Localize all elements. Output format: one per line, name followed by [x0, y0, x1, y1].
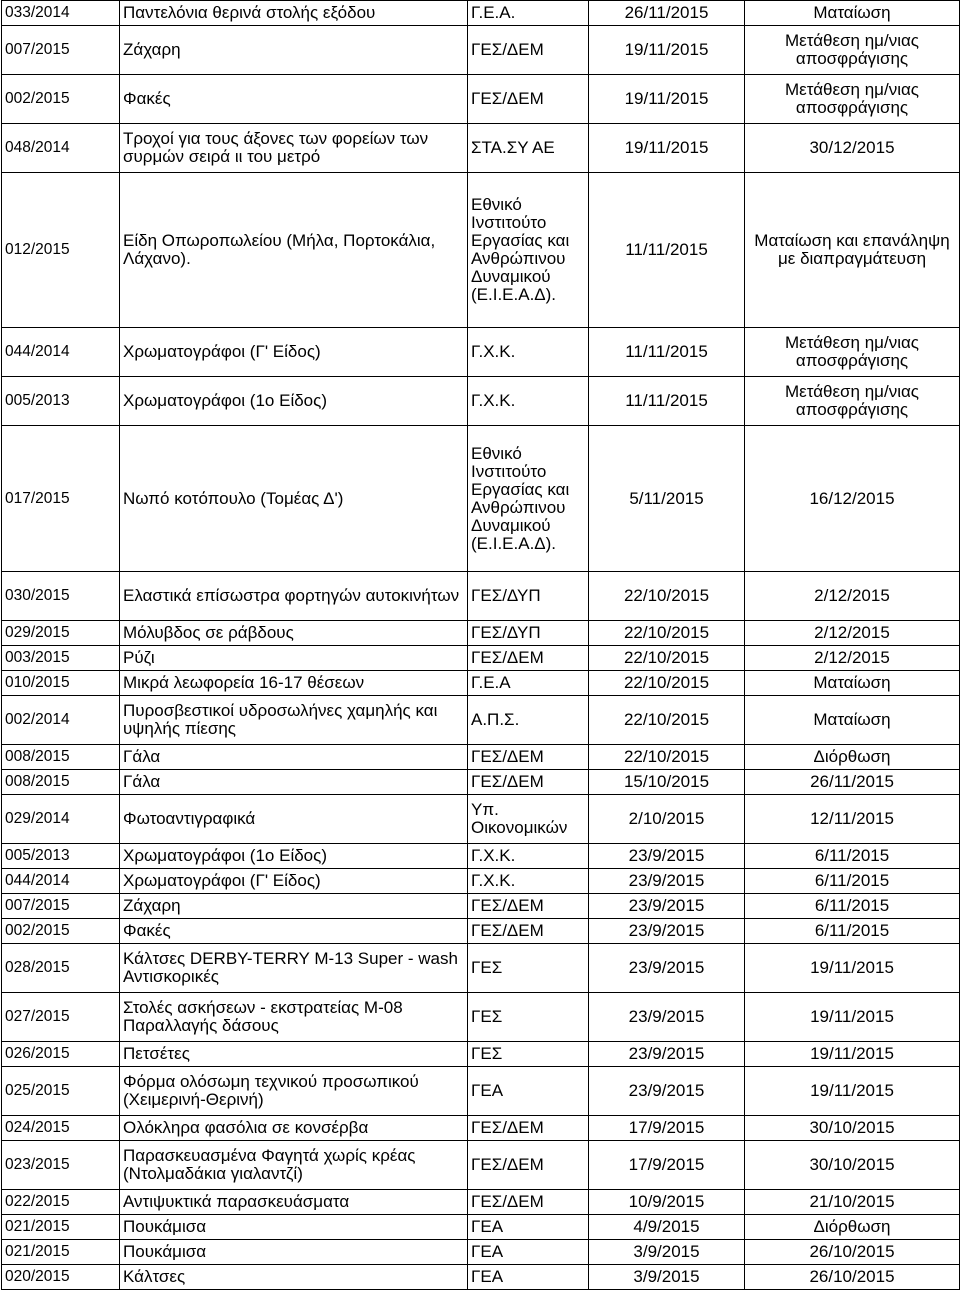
status: Μετάθεση ημ/νιας αποσφράγισης — [745, 75, 960, 124]
item-description: Χρωματογράφοι (1ο Είδος) — [120, 844, 468, 869]
table-row — [2, 621, 960, 646]
table-row — [2, 894, 960, 919]
date: 15/10/2015 — [589, 770, 745, 795]
date: 5/11/2015 — [589, 426, 745, 572]
tender-number: 022/2015 — [2, 1190, 120, 1215]
date: 22/10/2015 — [589, 745, 745, 770]
authority: Υπ. Οικονομικών — [468, 795, 589, 844]
table-row — [2, 1265, 960, 1290]
date: 23/9/2015 — [589, 944, 745, 993]
authority: ΓΕΣ/ΔΕΜ — [468, 75, 589, 124]
tender-number: 023/2015 — [2, 1141, 120, 1190]
tender-number: 033/2014 — [2, 1, 120, 26]
tender-number: 028/2015 — [2, 944, 120, 993]
table-row — [2, 1116, 960, 1141]
authority: Γ.Ε.Α. — [468, 1, 589, 26]
item-description: Τροχοί για τους άξονες των φορείων των συρμών σειρά ιι του μετρό — [120, 124, 468, 173]
table-row — [2, 572, 960, 621]
table-row — [2, 124, 960, 173]
authority: ΓΕΣ/ΔΕΜ — [468, 646, 589, 671]
item-description: Νωπό κοτόπουλο (Τομέας Δ') — [120, 426, 468, 572]
tender-number: 026/2015 — [2, 1042, 120, 1067]
table-row — [2, 671, 960, 696]
authority: Α.Π.Σ. — [468, 696, 589, 745]
item-description: Πετσέτες — [120, 1042, 468, 1067]
table-row — [2, 1, 960, 26]
tender-number: 002/2014 — [2, 696, 120, 745]
authority: Εθνικό Ινστιτούτο Εργασίας και Ανθρώπινου Δυναμικού (Ε.Ι.Ε.Α.Δ). — [468, 173, 589, 328]
authority: Γ.Χ.Κ. — [468, 844, 589, 869]
item-description: Είδη Οπωροπωλείου (Μήλα, Πορτοκάλια, Λάχανο). — [120, 173, 468, 328]
table-row — [2, 1190, 960, 1215]
status: 2/12/2015 — [745, 646, 960, 671]
status: Μετάθεση ημ/νιας αποσφράγισης — [745, 328, 960, 377]
authority: Γ.Χ.Κ. — [468, 328, 589, 377]
date: 2/10/2015 — [589, 795, 745, 844]
tender-number: 005/2013 — [2, 377, 120, 426]
status: Μετάθεση ημ/νιας αποσφράγισης — [745, 26, 960, 75]
status: 12/11/2015 — [745, 795, 960, 844]
authority: ΓΕΣ/ΔΕΜ — [468, 745, 589, 770]
authority: ΣΤΑ.ΣΥ ΑΕ — [468, 124, 589, 173]
authority: ΓΕΣ/ΔΕΜ — [468, 919, 589, 944]
tender-number: 024/2015 — [2, 1116, 120, 1141]
status: 26/10/2015 — [745, 1240, 960, 1265]
date: 23/9/2015 — [589, 869, 745, 894]
tender-number: 029/2015 — [2, 621, 120, 646]
item-description: Χρωματογράφοι (1ο Είδος) — [120, 377, 468, 426]
item-description: Πουκάμισα — [120, 1240, 468, 1265]
tender-number: 048/2014 — [2, 124, 120, 173]
item-description: Στολές ασκήσεων - εκστρατείας Μ-08 Παραλλαγής δάσους — [120, 993, 468, 1042]
table-row — [2, 377, 960, 426]
item-description: Ζάχαρη — [120, 894, 468, 919]
item-description: Παντελόνια θερινά στολής εξόδου — [120, 1, 468, 26]
table-row — [2, 26, 960, 75]
tender-number: 008/2015 — [2, 770, 120, 795]
authority: ΓΕΣ — [468, 993, 589, 1042]
date: 22/10/2015 — [589, 671, 745, 696]
item-description: Φακές — [120, 919, 468, 944]
authority: ΓΕΣ/ΔΕΜ — [468, 1116, 589, 1141]
item-description: Χρωματογράφοι (Γ' Είδος) — [120, 328, 468, 377]
item-description: Φακές — [120, 75, 468, 124]
date: 26/11/2015 — [589, 1, 745, 26]
authority: ΓΕΣ/ΔΕΜ — [468, 770, 589, 795]
item-description: Γάλα — [120, 770, 468, 795]
authority: ΓΕΑ — [468, 1240, 589, 1265]
status: 19/11/2015 — [745, 993, 960, 1042]
item-description: Πυροσβεστικοί υδροσωλήνες χαμηλής και υψηλής πίεσης — [120, 696, 468, 745]
table-row — [2, 1141, 960, 1190]
tender-number: 005/2013 — [2, 844, 120, 869]
authority: ΓΕΣ — [468, 1042, 589, 1067]
table-row — [2, 173, 960, 328]
status: Ματαίωση — [745, 1, 960, 26]
tender-number: 002/2015 — [2, 919, 120, 944]
item-description: Γάλα — [120, 745, 468, 770]
status: 16/12/2015 — [745, 426, 960, 572]
authority: ΓΕΣ/ΔΥΠ — [468, 572, 589, 621]
table-row — [2, 770, 960, 795]
status: 21/10/2015 — [745, 1190, 960, 1215]
date: 23/9/2015 — [589, 894, 745, 919]
date: 23/9/2015 — [589, 993, 745, 1042]
date: 17/9/2015 — [589, 1141, 745, 1190]
item-description: Φόρμα ολόσωμη τεχνικού προσωπικού (Χειμερινή-Θερινή) — [120, 1067, 468, 1116]
date: 17/9/2015 — [589, 1116, 745, 1141]
date: 19/11/2015 — [589, 26, 745, 75]
authority: ΓΕΣ/ΔΕΜ — [468, 894, 589, 919]
tender-number: 010/2015 — [2, 671, 120, 696]
tender-number: 007/2015 — [2, 26, 120, 75]
authority: ΓΕΣ/ΔΕΜ — [468, 1190, 589, 1215]
status: 30/10/2015 — [745, 1116, 960, 1141]
item-description: Ζάχαρη — [120, 26, 468, 75]
status: Ματαίωση και επανάληψη με διαπραγμάτευση — [745, 173, 960, 328]
tender-number: 029/2014 — [2, 795, 120, 844]
date: 11/11/2015 — [589, 173, 745, 328]
item-description: Ρύζι — [120, 646, 468, 671]
tender-number: 044/2014 — [2, 328, 120, 377]
date: 22/10/2015 — [589, 572, 745, 621]
date: 23/9/2015 — [589, 1042, 745, 1067]
status: 2/12/2015 — [745, 572, 960, 621]
item-description: Μόλυβδος σε ράβδους — [120, 621, 468, 646]
table-row — [2, 1240, 960, 1265]
status: Διόρθωση — [745, 1215, 960, 1240]
status: 6/11/2015 — [745, 844, 960, 869]
item-description: Πουκάμισα — [120, 1215, 468, 1240]
tender-number: 008/2015 — [2, 745, 120, 770]
table-row — [2, 328, 960, 377]
status: 19/11/2015 — [745, 1067, 960, 1116]
date: 22/10/2015 — [589, 646, 745, 671]
tender-number: 012/2015 — [2, 173, 120, 328]
status: 2/12/2015 — [745, 621, 960, 646]
authority: ΓΕΣ/ΔΕΜ — [468, 1141, 589, 1190]
tender-number: 044/2014 — [2, 869, 120, 894]
authority: ΓΕΣ — [468, 944, 589, 993]
status: 26/10/2015 — [745, 1265, 960, 1290]
date: 3/9/2015 — [589, 1265, 745, 1290]
table-row — [2, 1042, 960, 1067]
tender-number: 020/2015 — [2, 1265, 120, 1290]
table-row — [2, 1067, 960, 1116]
status: 6/11/2015 — [745, 919, 960, 944]
item-description: Παρασκευασμένα Φαγητά χωρίς κρέας (Ντολμαδάκια γιαλαντζί) — [120, 1141, 468, 1190]
table-row — [2, 75, 960, 124]
date: 22/10/2015 — [589, 621, 745, 646]
authority: ΓΕΑ — [468, 1265, 589, 1290]
date: 19/11/2015 — [589, 124, 745, 173]
table-row — [2, 919, 960, 944]
tender-number: 027/2015 — [2, 993, 120, 1042]
item-description: Ελαστικά επίσωστρα φορτηγών αυτοκινήτων — [120, 572, 468, 621]
date: 10/9/2015 — [589, 1190, 745, 1215]
status: 26/11/2015 — [745, 770, 960, 795]
table-row — [2, 1215, 960, 1240]
table-row — [2, 646, 960, 671]
item-description: Μικρά λεωφορεία 16-17 θέσεων — [120, 671, 468, 696]
item-description: Χρωματογράφοι (Γ' Είδος) — [120, 869, 468, 894]
item-description: Ολόκληρα φασόλια σε κονσέρβα — [120, 1116, 468, 1141]
authority: Γ.Χ.Κ. — [468, 869, 589, 894]
authority: ΓΕΑ — [468, 1215, 589, 1240]
date: 22/10/2015 — [589, 696, 745, 745]
tender-number: 021/2015 — [2, 1240, 120, 1265]
item-description: Κάλτσες — [120, 1265, 468, 1290]
item-description: Κάλτσες DERBY-TERRY M-13 Super - wash Αντισκορικές — [120, 944, 468, 993]
date: 23/9/2015 — [589, 844, 745, 869]
authority: ΓΕΑ — [468, 1067, 589, 1116]
authority: Εθνικό Ινστιτούτο Εργασίας και Ανθρώπινου Δυναμικού (Ε.Ι.Ε.Α.Δ). — [468, 426, 589, 572]
tender-number: 025/2015 — [2, 1067, 120, 1116]
authority: ΓΕΣ/ΔΥΠ — [468, 621, 589, 646]
date: 3/9/2015 — [589, 1240, 745, 1265]
authority: Γ.Ε.Α — [468, 671, 589, 696]
tenders-table-body — [2, 1, 960, 1290]
table-row — [2, 696, 960, 745]
tender-number: 017/2015 — [2, 426, 120, 572]
status: Ματαίωση — [745, 671, 960, 696]
status: Ματαίωση — [745, 696, 960, 745]
date: 19/11/2015 — [589, 75, 745, 124]
table-row — [2, 745, 960, 770]
table-row — [2, 993, 960, 1042]
status: 6/11/2015 — [745, 869, 960, 894]
authority: ΓΕΣ/ΔΕΜ — [468, 26, 589, 75]
status: 6/11/2015 — [745, 894, 960, 919]
date: 23/9/2015 — [589, 919, 745, 944]
tender-number: 021/2015 — [2, 1215, 120, 1240]
status: 30/12/2015 — [745, 124, 960, 173]
tenders-table — [1, 0, 960, 1290]
tender-number: 030/2015 — [2, 572, 120, 621]
authority: Γ.Χ.Κ. — [468, 377, 589, 426]
status: 19/11/2015 — [745, 1042, 960, 1067]
status: Διόρθωση — [745, 745, 960, 770]
table-row — [2, 426, 960, 572]
status: 19/11/2015 — [745, 944, 960, 993]
table-row — [2, 869, 960, 894]
date: 23/9/2015 — [589, 1067, 745, 1116]
table-row — [2, 844, 960, 869]
table-row — [2, 795, 960, 844]
date: 11/11/2015 — [589, 377, 745, 426]
tender-number: 003/2015 — [2, 646, 120, 671]
status: Μετάθεση ημ/νιας αποσφράγισης — [745, 377, 960, 426]
date: 11/11/2015 — [589, 328, 745, 377]
tender-number: 002/2015 — [2, 75, 120, 124]
status: 30/10/2015 — [745, 1141, 960, 1190]
tender-number: 007/2015 — [2, 894, 120, 919]
table-row — [2, 944, 960, 993]
date: 4/9/2015 — [589, 1215, 745, 1240]
item-description: Αντιψυκτικά παρασκευάσματα — [120, 1190, 468, 1215]
item-description: Φωτοαντιγραφικά — [120, 795, 468, 844]
